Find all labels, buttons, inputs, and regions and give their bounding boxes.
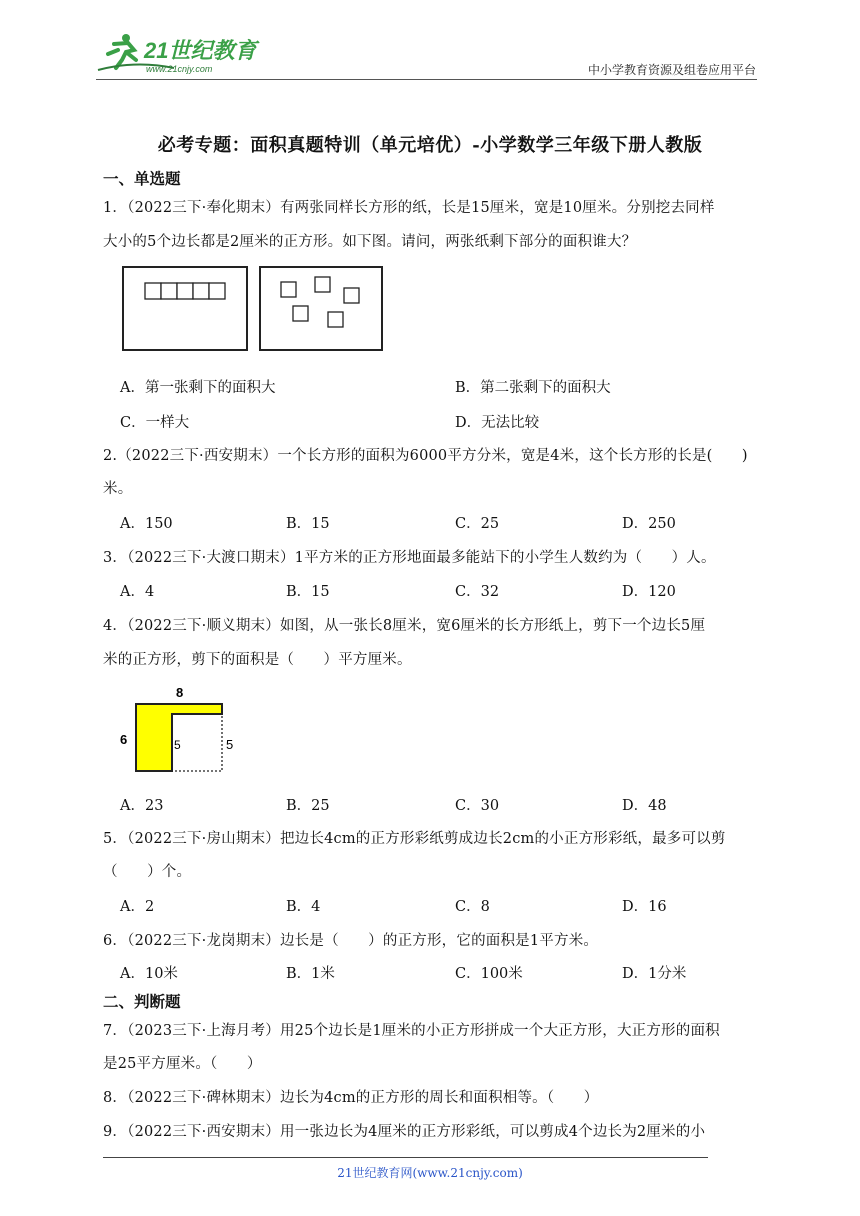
platform-name: 中小学教育资源及组卷应用平台 [587, 63, 756, 77]
q6-option-c: C．100米 [455, 966, 523, 982]
q4-label-inner: 5 [174, 738, 181, 752]
q2-option-b: B．15 [286, 516, 330, 532]
q3-option-c: C．32 [455, 584, 500, 600]
q2-line-1: 2.（2022三下·西安期末）一个长方形的面积为6000平方分米，宽是4米，这个长方形的长是( ) [103, 448, 748, 464]
q6-line-1: 6．（2022三下·龙岗期末）边长是（ ）的正方形，它的面积是1平方米。 [103, 933, 599, 949]
q4-line-1: 4．（2022三下·顺义期末）如图，从一张长8厘米，宽6厘米的长方形纸上，剪下一个边长5厘 [103, 618, 706, 634]
site-logo [96, 30, 266, 76]
q6-option-b: B．1米 [286, 966, 335, 982]
q7-line-1: 7．（2023三下·上海月考）用25个边长是1厘米的小正方形拼成一个大正方形，大正方形的面积 [103, 1023, 720, 1039]
q6-option-a: A．10米 [120, 966, 178, 982]
q3-option-b: B．15 [286, 584, 330, 600]
footer-divider [103, 1157, 708, 1158]
q1-option-c: C．一样大 [120, 415, 190, 431]
q3-line-1: 3．（2022三下·大渡口期末）1平方米的正方形地面最多能站下的小学生人数约为（ ）人。 [103, 550, 716, 566]
q4-figure-cut-square [116, 684, 242, 776]
q1-option-d: D．无法比较 [455, 415, 540, 431]
q5-option-c: C．8 [455, 899, 490, 915]
page-header [0, 0, 860, 80]
q1-line-1: 1．（2022三下·奉化期末）有两张同样长方形的纸，长是15厘米，宽是10厘米。分别挖去同样 [103, 200, 715, 216]
page-title: 必考专题：面积真题特训（单元培优）-小学数学三年级下册人教版 [157, 135, 703, 156]
q1-option-b: B．第二张剩下的面积大 [455, 380, 611, 396]
q5-option-b: B．4 [286, 899, 321, 915]
q1-line-2: 大小的5个边长都是2厘米的正方形。如下图。请问，两张纸剩下部分的面积谁大？ [103, 234, 637, 250]
q9-line-1: 9．（2022三下·西安期末）用一张边长为4厘米的正方形彩纸，可以剪成4个边长为2厘米的小 [103, 1124, 706, 1140]
q4-option-c: C．30 [455, 798, 500, 814]
q7-line-2: 是25平方厘米。（ ） [103, 1056, 262, 1072]
q2-option-d: D．250 [622, 516, 676, 532]
q4-label-right: 5 [226, 737, 234, 752]
svg-text:21世纪教育: 21世纪教育 [144, 38, 257, 63]
q5-line-1: 5．（2022三下·房山期末）把边长4cm的正方形彩纸剪成边长2cm的小正方形彩纸，最多可以剪 [103, 831, 726, 847]
q5-option-a: A．2 [120, 899, 155, 915]
q1-figure-two-papers [120, 264, 386, 352]
q4-option-d: D．48 [622, 798, 667, 814]
q2-option-a: A．150 [120, 516, 173, 532]
q2-line-2: 米。 [103, 481, 133, 497]
q6-option-d: D．1分米 [622, 966, 687, 982]
footer-link[interactable]: 21世纪教育网(www.21cnjy.com) [337, 1166, 523, 1180]
q4-option-a: A．23 [120, 798, 164, 814]
q1-option-a: A．第一张剩下的面积大 [120, 380, 276, 396]
section-heading-judgement: 二、判断题 [103, 992, 181, 1011]
q4-label-top: 8 [176, 685, 184, 700]
header-divider [96, 79, 757, 80]
q3-option-d: D．120 [622, 584, 676, 600]
q3-option-a: A．4 [120, 584, 155, 600]
svg-text:www.21cnjy.com: www.21cnjy.com [146, 64, 213, 74]
q4-line-2: 米的正方形，剪下的面积是（ ）平方厘米。 [103, 652, 412, 668]
q4-label-left: 6 [120, 732, 128, 747]
q5-line-2: （ ）个。 [103, 864, 192, 880]
q2-option-c: C．25 [455, 516, 500, 532]
q8-line-1: 8．（2022三下·碑林期末）边长为4cm的正方形的周长和面积相等。（ ） [103, 1090, 599, 1106]
q4-option-b: B．25 [286, 798, 330, 814]
section-heading-single-choice: 一、单选题 [103, 169, 181, 188]
q5-option-d: D．16 [622, 899, 667, 915]
